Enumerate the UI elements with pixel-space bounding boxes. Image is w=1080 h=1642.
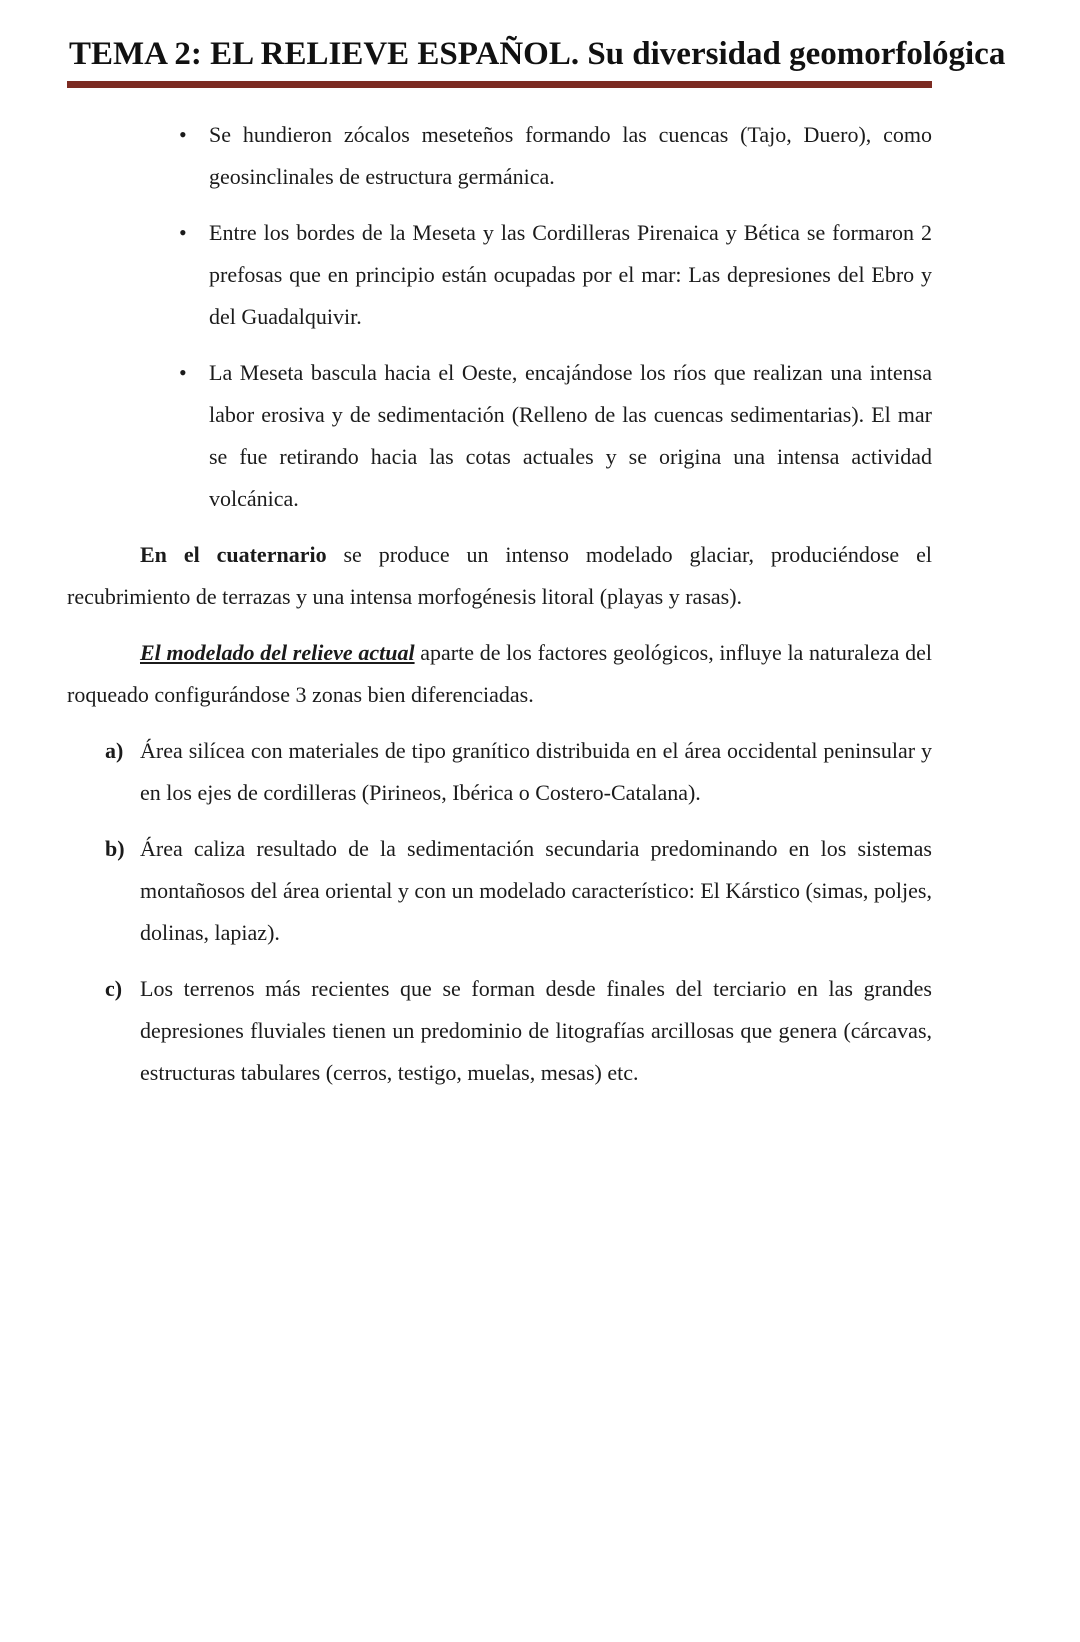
- lettered-item-marker: b): [105, 835, 125, 861]
- paragraph-lead-bold-italic: El modelado del relieve actual: [140, 639, 415, 665]
- bullet-text: La Meseta bascula hacia el Oeste, encajándose los ríos que realizan una intensa labor erosiva y de sedimentación (Relleno de las cuencas sedimentarias). El mar se fue retirando hacia las cotas actuales y se origina una intensa actividad volcánica.: [209, 359, 932, 511]
- paragraph-cuaternario: [67, 534, 932, 618]
- bullet-item: [67, 352, 932, 520]
- bullet-text: Entre los bordes de la Meseta y las Cordilleras Pirenaica y Bética se formaron 2 prefosas que en principio están ocupadas por el mar: Las depresiones del Ebro y del Guadalquivir.: [209, 219, 932, 329]
- bullet-item: [67, 114, 932, 198]
- page-title: TEMA 2: EL RELIEVE ESPAÑOL. Su diversidad geomorfológica: [69, 36, 1006, 72]
- paragraph-modelado: [67, 632, 932, 716]
- lettered-item-marker: a): [105, 737, 124, 763]
- document-body: [67, 114, 932, 1094]
- lettered-item: [67, 968, 932, 1094]
- paragraph-lead-bold: En el cuaternario: [140, 541, 327, 567]
- bullet-list: [67, 114, 932, 520]
- lettered-item-text: Los terrenos más recientes que se forman desde finales del terciario en las grandes depresiones fluviales tienen un predominio de litografías arcillosas que genera (cárcavas, estructuras tabulares (cerros, testigo, muelas, mesas) etc.: [140, 975, 932, 1085]
- lettered-list: [67, 730, 932, 1094]
- lettered-item-marker: c): [105, 975, 123, 1001]
- paragraph-rest: se produce un intenso modelado glaciar, produciéndose el recubrimiento de terrazas y una intensa morfogénesis litoral (playas y rasas).: [67, 541, 932, 609]
- paragraph-rest: aparte de los factores geológicos, influye la naturaleza del roqueado configurándose 3 zonas bien diferenciadas.: [67, 639, 932, 707]
- bullet-marker: •: [179, 219, 187, 245]
- lettered-item-text: Área caliza resultado de la sedimentación secundaria predominando en los sistemas montañosos del área oriental y con un modelado característico: El Kárstico (simas, poljes, dolinas, lapiaz).: [140, 835, 932, 945]
- bullet-item: [67, 212, 932, 338]
- title-double-rule: [67, 81, 932, 88]
- bullet-text: Se hundieron zócalos meseteños formando las cuencas (Tajo, Duero), como geosinclinales de estructura germánica.: [209, 121, 932, 189]
- bullet-marker: •: [179, 359, 187, 385]
- bullet-marker: •: [179, 121, 187, 147]
- lettered-item: [67, 828, 932, 954]
- lettered-item: [67, 730, 932, 814]
- lettered-item-text: Área silícea con materiales de tipo granítico distribuida en el área occidental peninsular y en los ejes de cordilleras (Pirineos, Ibérica o Costero-Catalana).: [140, 737, 932, 805]
